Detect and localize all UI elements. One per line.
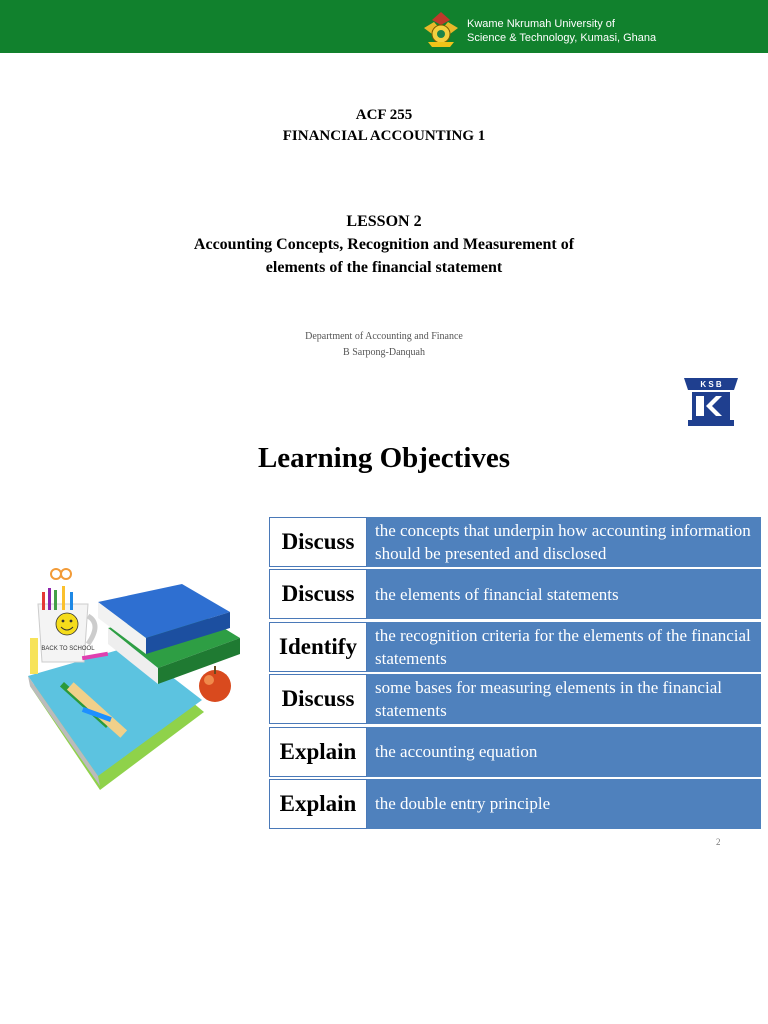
course-name: FINANCIAL ACCOUNTING 1 — [282, 128, 486, 144]
ksb-letters: K S B — [700, 380, 722, 389]
lesson-title-line2: elements of the financial statement — [265, 259, 503, 276]
department-info — [0, 329, 768, 361]
ksb-logo-icon — [682, 376, 740, 428]
objective-verb: Discuss — [269, 674, 367, 724]
objective-row — [269, 569, 761, 619]
objective-verb: Explain — [269, 727, 367, 777]
university-crest-icon — [420, 8, 462, 50]
objective-text: the accounting equation — [367, 727, 761, 777]
objective-text: some bases for measuring elements in the financial statements — [367, 674, 761, 724]
objective-text: the double entry principle — [367, 779, 761, 829]
objective-row — [269, 674, 761, 724]
objective-verb: Explain — [269, 779, 367, 829]
university-name-line1: Kwame Nkrumah University of — [467, 18, 615, 30]
course-code: ACF 255 — [355, 107, 413, 123]
school-supplies-illustration — [22, 562, 247, 794]
lesson-title-line1: Accounting Concepts, Recognition and Measurement of — [193, 236, 575, 253]
objective-row — [269, 779, 761, 829]
objective-row — [269, 622, 761, 672]
department-name: Department of Accounting and Finance — [305, 331, 463, 342]
mug-label: BACK TO SCHOOL — [41, 646, 95, 652]
university-name — [467, 17, 656, 45]
objective-verb: Discuss — [269, 569, 367, 619]
course-heading — [0, 105, 768, 147]
objective-text: the recognition criteria for the elements of the financial statements — [367, 622, 761, 672]
section-title: Learning Objectives — [257, 442, 511, 474]
apple-icon — [199, 666, 231, 702]
objective-row — [269, 727, 761, 777]
lecturer-name: B Sarpong-Danquah — [343, 347, 425, 358]
objective-verb: Discuss — [269, 517, 367, 567]
university-name-line2: Science & Technology, Kumasi, Ghana — [467, 32, 657, 44]
objective-text: the concepts that underpin how accounting information should be presented and disclosed — [367, 517, 761, 567]
lesson-number: LESSON 2 — [346, 213, 422, 230]
objective-verb: Identify — [269, 622, 367, 672]
objective-row — [269, 517, 761, 567]
header-bar — [0, 0, 768, 53]
lesson-heading — [0, 210, 768, 279]
objectives-list — [269, 517, 761, 831]
objective-text: the elements of financial statements — [367, 569, 761, 619]
page-number: 2 — [716, 837, 721, 847]
